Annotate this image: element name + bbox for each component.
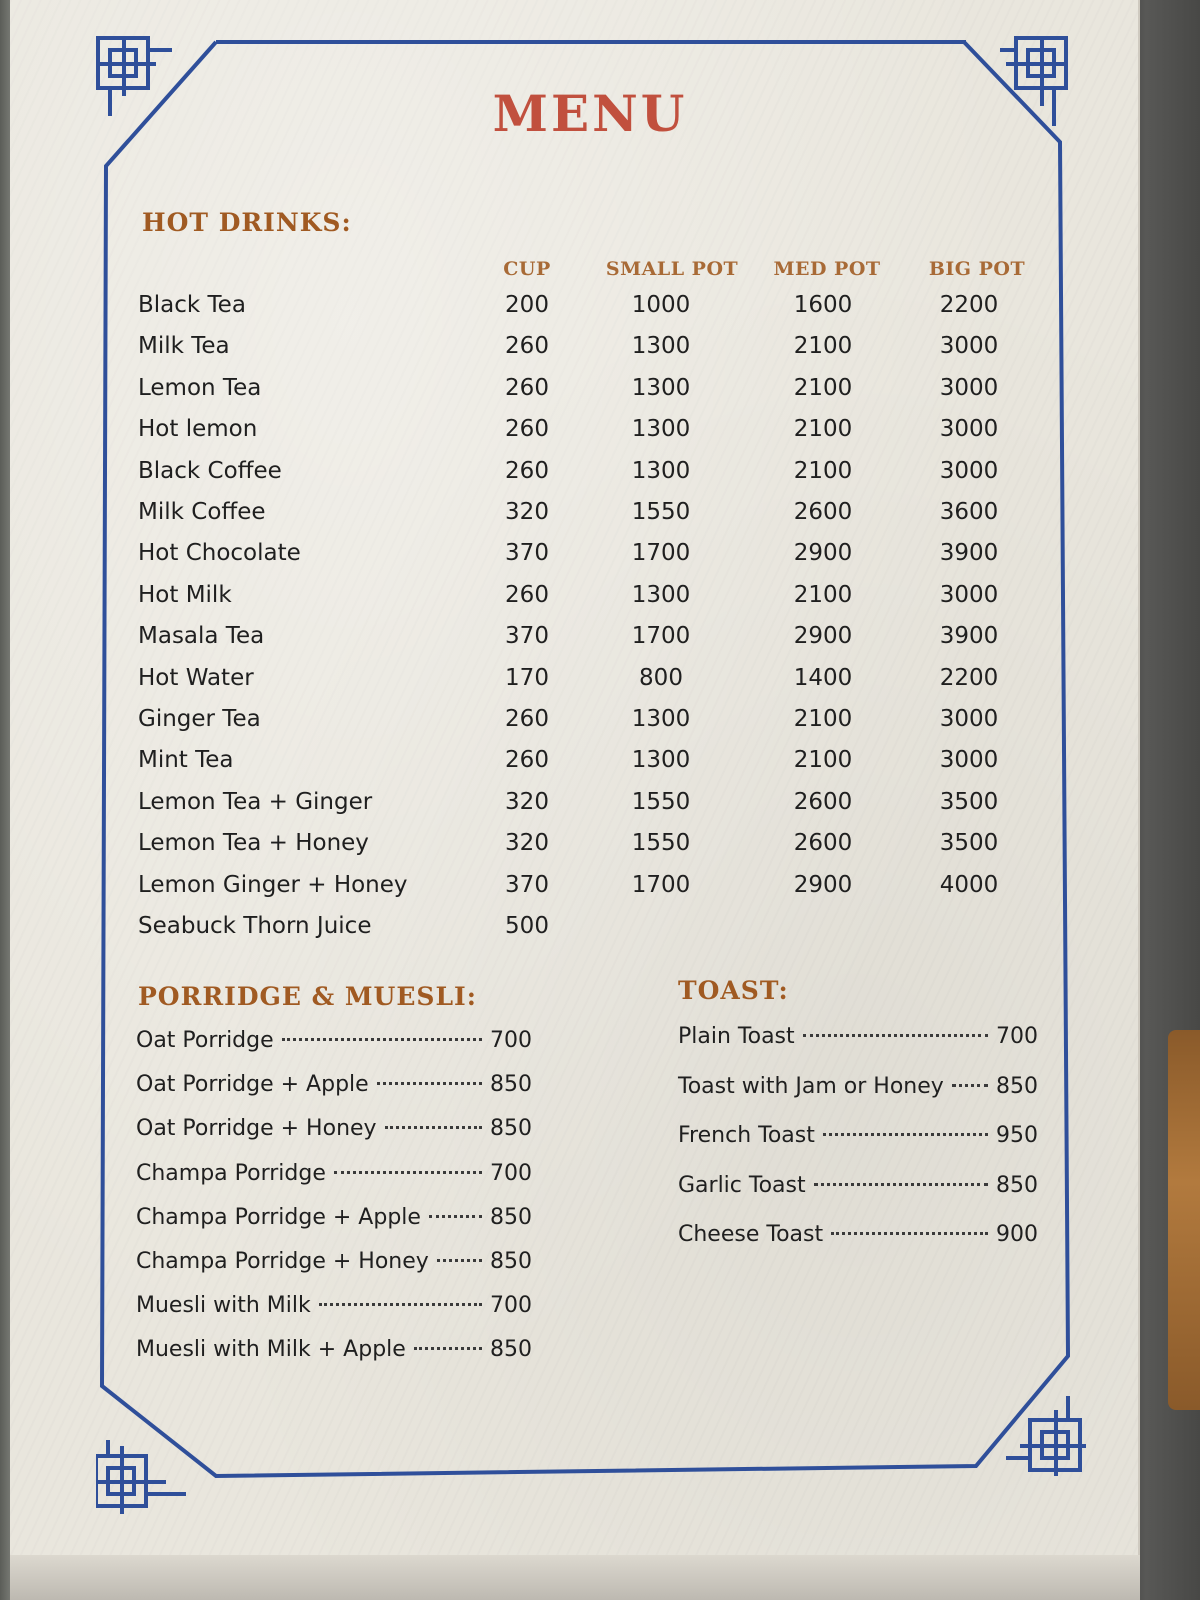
drink-name: Seabuck Thorn Juice bbox=[138, 913, 372, 939]
list-item bbox=[136, 1072, 532, 1104]
drink-name: Ginger Tea bbox=[138, 706, 261, 732]
list-item bbox=[136, 1116, 532, 1148]
price-big-pot: 3000 bbox=[939, 374, 999, 401]
list-item bbox=[136, 1337, 532, 1369]
price-cup: 320 bbox=[505, 830, 549, 857]
wooden-object bbox=[1168, 1030, 1200, 1410]
list-item bbox=[678, 1074, 1038, 1106]
item-price: 850 bbox=[490, 1116, 532, 1142]
price-small-pot: 1300 bbox=[631, 747, 691, 774]
price-cup: 260 bbox=[505, 706, 549, 732]
dot-leader bbox=[319, 1303, 482, 1306]
price-big-pot: 4000 bbox=[939, 871, 999, 898]
price-small-pot: 1300 bbox=[631, 581, 691, 608]
price-cup: 260 bbox=[505, 747, 549, 774]
item-name: Toast with Jam or Honey bbox=[678, 1073, 944, 1099]
menu-page-edge bbox=[10, 1555, 1140, 1600]
item-name: Garlic Toast bbox=[678, 1172, 806, 1198]
price-small-pot: 1550 bbox=[631, 499, 691, 525]
table-row bbox=[138, 499, 1058, 539]
item-name: Oat Porridge + Apple bbox=[136, 1072, 369, 1098]
price-cup: 260 bbox=[505, 457, 549, 484]
table-row bbox=[138, 872, 1058, 912]
dot-leader bbox=[414, 1347, 482, 1350]
price-big-pot: 3900 bbox=[939, 540, 999, 567]
item-name: French Toast bbox=[678, 1123, 815, 1148]
list-item bbox=[136, 1205, 532, 1237]
drink-name: Hot Chocolate bbox=[138, 540, 301, 567]
column-header-cup: CUP bbox=[503, 258, 551, 280]
list-item bbox=[136, 1249, 532, 1281]
price-med-pot: 2600 bbox=[793, 830, 853, 857]
price-med-pot: 2100 bbox=[793, 333, 853, 360]
price-med-pot: 2600 bbox=[793, 499, 853, 525]
price-cup: 260 bbox=[505, 581, 549, 608]
item-name: Oat Porridge + Honey bbox=[136, 1116, 377, 1142]
item-name: Oat Porridge bbox=[136, 1028, 274, 1053]
drink-name: Black Tea bbox=[138, 292, 246, 318]
drink-name: Lemon Tea + Ginger bbox=[138, 788, 373, 815]
price-med-pot: 2100 bbox=[793, 581, 853, 608]
price-med-pot: 2100 bbox=[793, 374, 853, 401]
table-row bbox=[138, 789, 1058, 829]
drink-name: Hot lemon bbox=[138, 416, 258, 443]
toast-heading: TOAST: bbox=[678, 976, 789, 1005]
table-row bbox=[138, 416, 1058, 456]
price-med-pot: 2600 bbox=[793, 788, 853, 815]
price-small-pot: 800 bbox=[639, 664, 683, 691]
price-small-pot: 1300 bbox=[631, 333, 691, 360]
dot-leader bbox=[823, 1133, 988, 1136]
item-price: 850 bbox=[490, 1249, 532, 1274]
price-cup: 320 bbox=[505, 499, 549, 525]
price-big-pot: 3600 bbox=[939, 499, 999, 525]
table-row bbox=[138, 623, 1058, 663]
menu-title: MENU bbox=[492, 84, 688, 143]
drink-name: Lemon Tea + Honey bbox=[138, 830, 369, 857]
list-item bbox=[136, 1161, 532, 1193]
price-med-pot: 1600 bbox=[793, 292, 853, 318]
drink-name: Masala Tea bbox=[138, 623, 265, 650]
item-price: 700 bbox=[996, 1024, 1038, 1049]
price-cup: 260 bbox=[505, 333, 549, 360]
price-med-pot: 1400 bbox=[793, 664, 853, 691]
item-name: Champa Porridge bbox=[136, 1160, 326, 1186]
list-item bbox=[678, 1173, 1038, 1205]
item-price: 900 bbox=[996, 1222, 1038, 1247]
drink-name: Mint Tea bbox=[138, 747, 234, 774]
price-cup: 260 bbox=[505, 416, 549, 443]
list-item bbox=[136, 1293, 532, 1325]
price-small-pot: 1700 bbox=[631, 623, 691, 650]
price-cup: 370 bbox=[505, 623, 549, 650]
item-name: Champa Porridge + Honey bbox=[136, 1249, 429, 1274]
price-med-pot: 2100 bbox=[793, 706, 853, 732]
list-item bbox=[678, 1024, 1038, 1056]
table-row bbox=[138, 830, 1058, 870]
price-med-pot: 2900 bbox=[793, 871, 853, 898]
price-small-pot: 1700 bbox=[631, 871, 691, 898]
price-big-pot: 3000 bbox=[939, 457, 999, 484]
price-big-pot: 2200 bbox=[939, 664, 999, 691]
hot-drinks-heading: HOT DRINKS: bbox=[142, 208, 352, 237]
price-med-pot: 2100 bbox=[793, 457, 853, 484]
price-small-pot: 1300 bbox=[631, 706, 691, 732]
drink-name: Black Coffee bbox=[138, 457, 282, 484]
price-small-pot: 1300 bbox=[631, 457, 691, 484]
price-med-pot: 2100 bbox=[793, 416, 853, 443]
item-name: Champa Porridge + Apple bbox=[136, 1204, 421, 1230]
price-med-pot: 2900 bbox=[793, 540, 853, 567]
price-cup: 370 bbox=[505, 871, 549, 898]
table-row bbox=[138, 665, 1058, 705]
table-row bbox=[138, 375, 1058, 415]
item-name: Cheese Toast bbox=[678, 1222, 824, 1247]
price-cup: 200 bbox=[505, 292, 549, 318]
price-med-pot: 2900 bbox=[793, 623, 853, 650]
price-cup: 370 bbox=[505, 540, 549, 567]
drink-name: Milk Coffee bbox=[138, 499, 266, 525]
item-price: 850 bbox=[996, 1073, 1038, 1099]
item-name: Muesli with Milk bbox=[136, 1293, 311, 1319]
item-name: Plain Toast bbox=[678, 1024, 795, 1049]
item-price: 850 bbox=[490, 1337, 532, 1363]
price-big-pot: 3900 bbox=[939, 623, 999, 650]
drink-name: Hot Milk bbox=[138, 581, 232, 608]
price-big-pot: 3000 bbox=[939, 333, 999, 360]
price-big-pot: 2200 bbox=[939, 292, 999, 318]
table-row bbox=[138, 706, 1058, 746]
price-small-pot: 1550 bbox=[631, 788, 691, 815]
item-price: 850 bbox=[490, 1204, 532, 1230]
dot-leader bbox=[429, 1215, 482, 1218]
list-item bbox=[678, 1123, 1038, 1155]
price-big-pot: 3000 bbox=[939, 581, 999, 608]
price-med-pot: 2100 bbox=[793, 747, 853, 774]
table-row bbox=[138, 333, 1058, 373]
price-big-pot: 3000 bbox=[939, 747, 999, 774]
dot-leader bbox=[814, 1183, 988, 1186]
dot-leader bbox=[952, 1084, 988, 1087]
table-row bbox=[138, 747, 1058, 787]
column-header-med-pot: MED POT bbox=[773, 258, 881, 280]
price-cup: 260 bbox=[505, 374, 549, 401]
table-row bbox=[138, 582, 1058, 622]
table-row bbox=[138, 913, 1058, 953]
list-item bbox=[678, 1222, 1038, 1254]
price-small-pot: 1000 bbox=[631, 292, 691, 318]
price-big-pot: 3000 bbox=[939, 416, 999, 443]
item-price: 950 bbox=[996, 1123, 1038, 1148]
drink-name: Lemon Tea bbox=[138, 374, 262, 401]
price-small-pot: 1700 bbox=[631, 540, 691, 567]
list-item bbox=[136, 1028, 532, 1060]
table-row bbox=[138, 292, 1058, 332]
table-row bbox=[138, 540, 1058, 580]
price-big-pot: 3500 bbox=[939, 788, 999, 815]
item-price: 700 bbox=[490, 1293, 532, 1319]
price-big-pot: 3500 bbox=[939, 830, 999, 857]
dot-leader bbox=[803, 1034, 988, 1037]
item-price: 850 bbox=[996, 1172, 1038, 1198]
drink-name: Lemon Ginger + Honey bbox=[138, 871, 408, 898]
price-small-pot: 1550 bbox=[631, 830, 691, 857]
table-row bbox=[138, 458, 1058, 498]
drink-name: Hot Water bbox=[138, 664, 254, 691]
dot-leader bbox=[334, 1171, 482, 1174]
price-cup: 320 bbox=[505, 788, 549, 815]
price-cup: 170 bbox=[505, 664, 549, 691]
price-small-pot: 1300 bbox=[631, 374, 691, 401]
item-name: Muesli with Milk + Apple bbox=[136, 1337, 406, 1363]
drink-name: Milk Tea bbox=[138, 333, 230, 360]
dot-leader bbox=[385, 1126, 482, 1129]
price-cup: 500 bbox=[505, 913, 549, 939]
column-header-small-pot: SMALL POT bbox=[605, 258, 739, 280]
dot-leader bbox=[377, 1082, 482, 1085]
item-price: 700 bbox=[490, 1028, 532, 1053]
column-header-big-pot: BIG POT bbox=[928, 258, 1026, 280]
item-price: 850 bbox=[490, 1072, 532, 1098]
dot-leader bbox=[282, 1038, 482, 1041]
dot-leader bbox=[437, 1259, 482, 1262]
price-small-pot: 1300 bbox=[631, 416, 691, 443]
item-price: 700 bbox=[490, 1160, 532, 1186]
dot-leader bbox=[831, 1232, 988, 1235]
price-big-pot: 3000 bbox=[939, 706, 999, 732]
porridge-heading: PORRIDGE & MUESLI: bbox=[138, 982, 477, 1011]
